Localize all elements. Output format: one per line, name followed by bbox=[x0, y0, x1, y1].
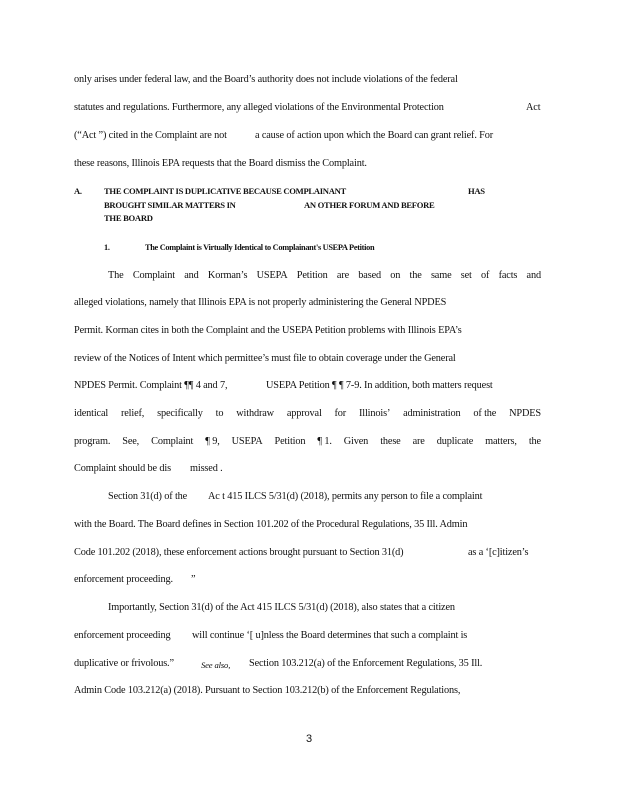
section-a-heading-line-2b: AN OTHER FORUM AND BEFORE bbox=[304, 200, 435, 210]
p2-line-1b: Ac t 415 ILCS 5/31(d) (2018), permits any person to file a complaint bbox=[208, 491, 483, 502]
section-a-marker: A. bbox=[74, 186, 82, 196]
p1-line-7: program. See, Complaint ¶ 9, USEPA Petition ¶ 1. Given these are duplicate matters, the bbox=[74, 436, 541, 447]
subsection-1-title: The Complaint is Virtually Identical to Complainant's USEPA Petition bbox=[145, 243, 375, 252]
p2-line-2: with the Board. The Board defines in Section 101.202 of the Procedural Regulations, 35 Ill. Admin bbox=[74, 519, 468, 530]
p3-line-4: Admin Code 103.212(a) (2018). Pursuant to Section 103.212(b) of the Enforcement Regulations, bbox=[74, 685, 461, 696]
p3-see-also: See also, bbox=[201, 660, 231, 670]
p1-line-1: The Complaint and Korman’s USEPA Petition are based on the same set of facts and bbox=[108, 270, 541, 281]
p1-line-5a: NPDES Permit. Complaint ¶¶ 4 and 7, bbox=[74, 380, 228, 391]
p2-line-3a: Code 101.202 (2018), these enforcement actions brought pursuant to Section 31(d) bbox=[74, 547, 404, 558]
intro-line-2a: statutes and regulations. Furthermore, any alleged violations of the Environmental Protection bbox=[74, 102, 444, 113]
page-number: 3 bbox=[305, 733, 313, 745]
section-a-heading-line-1a: THE COMPLAINT IS DUPLICATIVE BECAUSE COMPLAINANT bbox=[104, 186, 346, 196]
intro-line-2b: Act bbox=[526, 102, 541, 113]
p3-line-1: Importantly, Section 31(d) of the Act 415 ILCS 5/31(d) (2018), also states that a citizen bbox=[108, 602, 455, 613]
intro-line-4: these reasons, Illinois EPA requests that the Board dismiss the Complaint. bbox=[74, 158, 367, 169]
p1-line-6: identical relief, specifically to withdraw approval for Illinois’ administration of the NPDES bbox=[74, 408, 541, 419]
p2-line-4a: enforcement proceeding. bbox=[74, 574, 173, 585]
p1-line-8b: missed . bbox=[190, 463, 223, 474]
section-a-heading-line-3: THE BOARD bbox=[104, 213, 153, 223]
p1-line-8a: Complaint should be dis bbox=[74, 463, 171, 474]
p1-line-2: alleged violations, namely that Illinois EPA is not properly administering the General NPDES bbox=[74, 297, 447, 308]
intro-line-1: only arises under federal law, and the Board’s authority does not include violations of the federal bbox=[74, 74, 458, 85]
p1-line-3: Permit. Korman cites in both the Complaint and the USEPA Petition problems with Illinois EPA’s bbox=[74, 325, 462, 336]
section-a-heading-line-2a: BROUGHT SIMILAR MATTERS IN bbox=[104, 200, 236, 210]
p2-line-1a: Section 31(d) of the bbox=[108, 491, 188, 502]
section-a-heading-line-1b: HAS bbox=[468, 186, 485, 196]
subsection-1-marker: 1. bbox=[104, 243, 110, 252]
p1-line-5b: USEPA Petition ¶ ¶ 7-9. In addition, both matters request bbox=[266, 380, 493, 391]
p3-line-2b: will continue ‘[ u]nless the Board determines that such a complaint is bbox=[192, 630, 468, 641]
p3-line-3a: duplicative or frivolous.” bbox=[74, 658, 174, 669]
p3-line-3c: Section 103.212(a) of the Enforcement Regulations, 35 Ill. bbox=[249, 658, 483, 669]
p2-line-3b: as a ‘[c]itizen’s bbox=[468, 547, 529, 558]
p3-line-2a: enforcement proceeding bbox=[74, 630, 171, 641]
intro-line-3b: a cause of action upon which the Board can grant relief. For bbox=[255, 130, 494, 141]
p1-line-4: review of the Notices of Intent which permittee’s must file to obtain coverage under the General bbox=[74, 353, 456, 364]
p2-line-4b: ” bbox=[191, 574, 196, 585]
intro-line-3a: (“Act ”) cited in the Complaint are not bbox=[74, 130, 227, 141]
